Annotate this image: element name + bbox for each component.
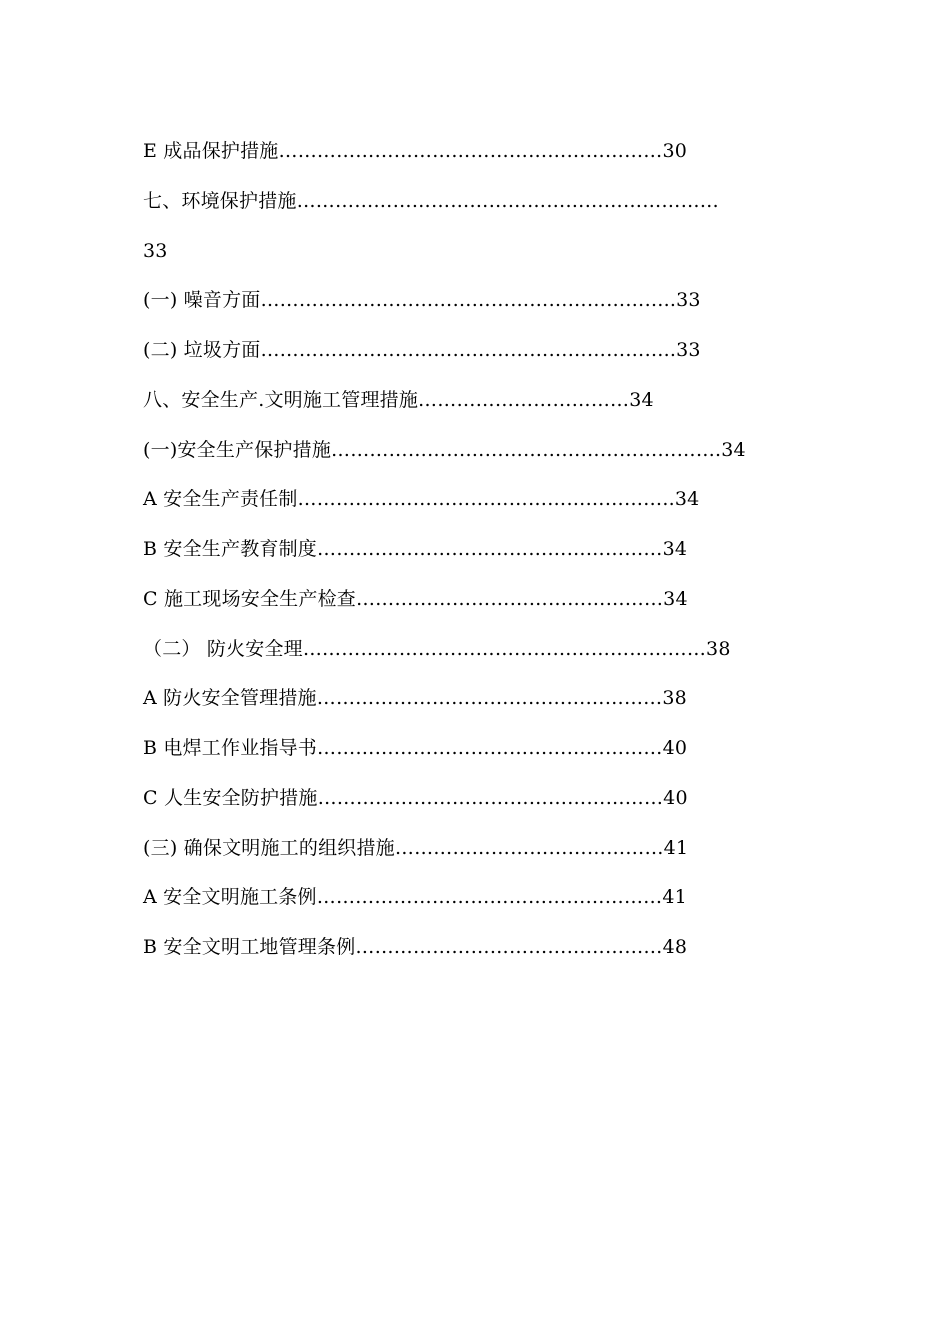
toc-entry-environmental-protection: 七、环境保护措施………………………………………………………… — [143, 190, 720, 212]
toc-entry-site-management-regulations: B 安全文明工地管理条例…………………………………………48 — [143, 936, 688, 958]
toc-entry-fire-safety: （二） 防火安全理………………………………………………………38 — [143, 638, 731, 660]
toc-entry-safety-protection-measures: (一)安全生产保护措施…………………………………………………….34 — [143, 439, 746, 461]
toc-entry-finished-product-protection: E 成品保护措施……………………………………………………30 — [143, 140, 688, 162]
toc-entry-safety-responsibility: A 安全生产责任制…………………………………………………..34 — [143, 488, 700, 510]
toc-entry-civilized-regulations: A 安全文明施工条例………………………………………………41 — [143, 886, 687, 908]
toc-entry-fire-safety-measures: A 防火安全管理措施………………………………………………38 — [143, 687, 687, 709]
toc-entry-safe-production: 八、安全生产.文明施工管理措施……………………………34 — [143, 389, 654, 411]
toc-entry-noise: (一) 噪音方面………………………………………………………..33 — [143, 289, 701, 311]
toc-entry-civilized-construction: (三) 确保文明施工的组织措施……………………………………41 — [143, 837, 689, 859]
toc-entry-garbage: (二) 垃圾方面………………………………………………………..33 — [143, 339, 701, 361]
toc-entry-site-safety-inspection: C 施工现场安全生产检查…………………………………………34 — [143, 588, 688, 610]
toc-entry-page-number-wrap: 33 — [143, 240, 168, 262]
toc-entry-safety-education: B 安全生产教育制度………………………………………………34 — [143, 538, 688, 560]
toc-entry-welding-guide: B 电焊工作业指导书………………………………………………40 — [143, 737, 688, 759]
toc-entry-personal-safety: C 人生安全防护措施………………………………………………40 — [143, 787, 688, 809]
